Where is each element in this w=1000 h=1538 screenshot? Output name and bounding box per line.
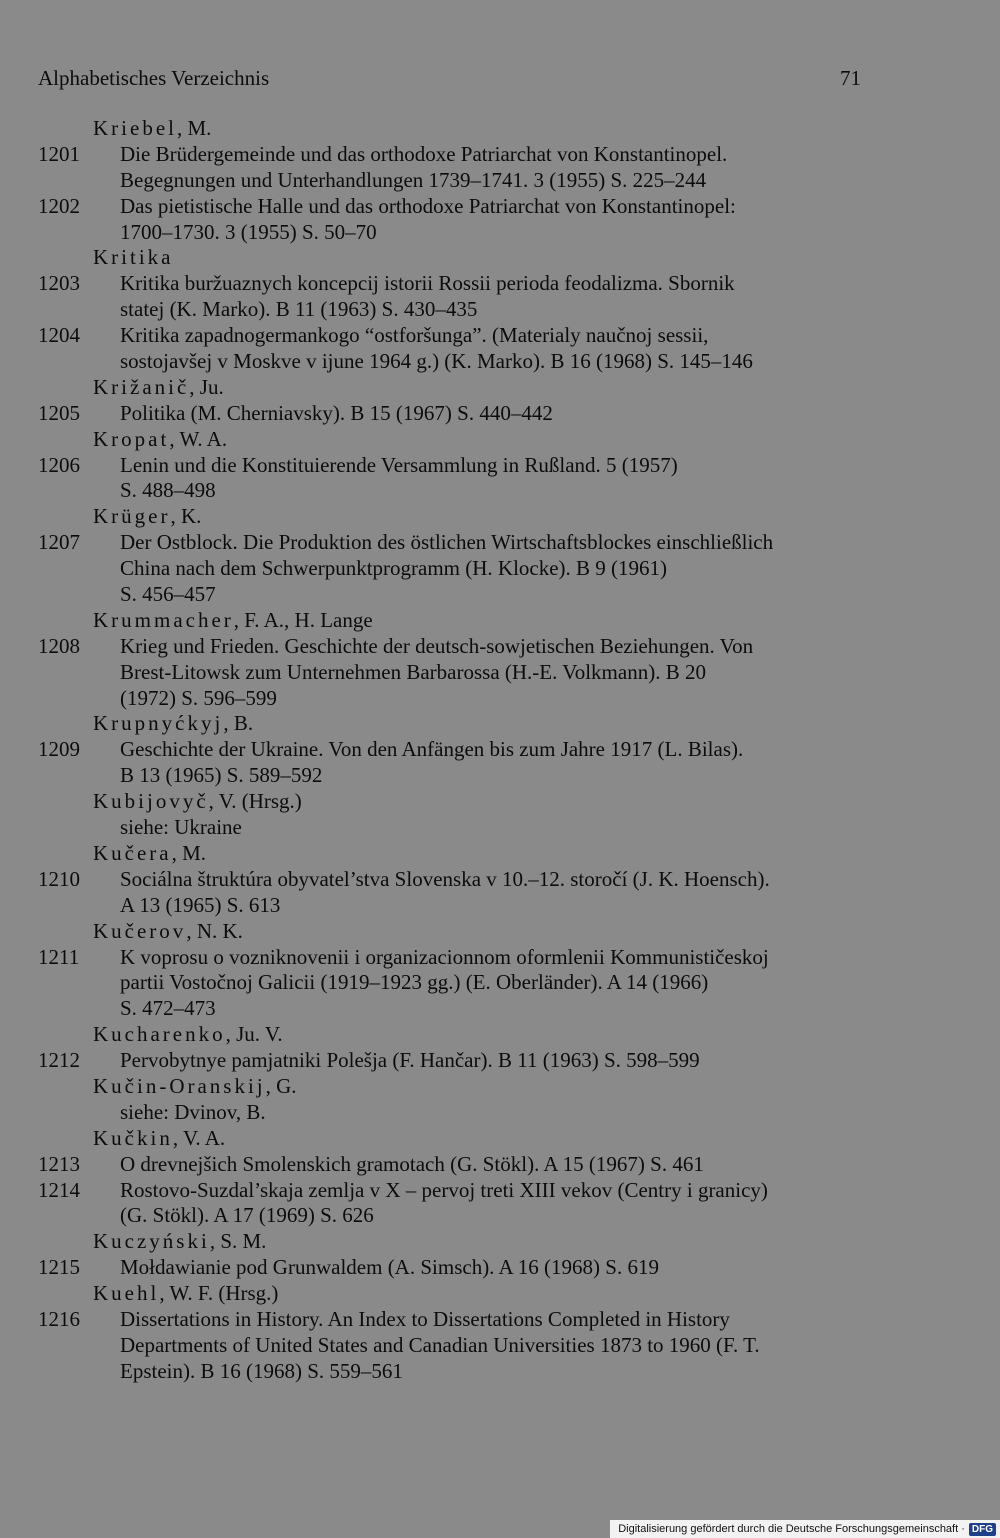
entry-line [0, 634, 1000, 660]
entry-continuation [0, 582, 1000, 608]
entry-text: China nach dem Schwerpunktprogramm (H. Klocke). B 9 (1961) [120, 556, 668, 581]
footer-text: Digitalisierung gefördert durch die Deutsche Forschungsgemeinschaft · [618, 1523, 965, 1535]
author-surname: Kučin-Oranskij [93, 1073, 266, 1098]
entry-line [0, 1178, 1000, 1204]
author-heading [0, 504, 1000, 530]
author-surname: Kučkin [93, 1125, 173, 1150]
entry-number: 1215 [38, 1255, 80, 1280]
entry-text: Epstein). B 16 (1968) S. 559–561 [120, 1358, 403, 1383]
bibliography-list [0, 116, 1000, 1385]
author-heading [0, 919, 1000, 945]
entry-number: 1212 [38, 1048, 80, 1073]
author-heading [0, 841, 1000, 867]
author-name [93, 919, 243, 945]
author-initials: , K. [170, 504, 202, 529]
entry-text: Geschichte der Ukraine. Von den Anfängen bis zum Jahre 1917 (L. Bilas). [120, 737, 744, 762]
entry-line [0, 1255, 1000, 1281]
author-name [93, 841, 206, 867]
author-initials: , V. A. [172, 1125, 226, 1150]
entry-number: 1207 [38, 530, 80, 555]
entry-number: 1205 [38, 400, 80, 425]
entry-number: 1206 [38, 452, 80, 477]
entry-number: 1203 [38, 271, 80, 296]
author-name [93, 116, 211, 142]
author-surname: Kučerov [93, 918, 187, 943]
entry-number: 1214 [38, 1177, 80, 1202]
entry-line [0, 1048, 1000, 1074]
entry-text: sostojavšej v Moskve v ijune 1964 g.) (K. Marko). B 16 (1968) S. 145–146 [120, 349, 753, 374]
entry-continuation [0, 815, 1000, 841]
entry-continuation [0, 556, 1000, 582]
author-surname: Krummacher [93, 607, 234, 632]
author-initials: , Ju. [189, 374, 224, 399]
entry-line [0, 867, 1000, 893]
dfg-logo-icon: DFG [969, 1523, 996, 1536]
entry-text: 1700–1730. 3 (1955) S. 50–70 [120, 219, 377, 244]
author-surname: Kučera [93, 840, 172, 865]
author-name [93, 1074, 297, 1100]
entry-text: Lenin und die Konstituierende Versammlung in Rußland. 5 (1957) [120, 452, 678, 477]
entry-number: 1208 [38, 633, 80, 658]
author-initials: , Ju. V. [225, 1022, 283, 1047]
author-surname: Kuczyński [93, 1229, 210, 1254]
author-heading [0, 116, 1000, 142]
author-surname: Krupnyćkyj [93, 711, 224, 736]
author-surname: Kucharenko [93, 1022, 226, 1047]
entry-line [0, 271, 1000, 297]
entry-line [0, 401, 1000, 427]
author-name [93, 504, 201, 530]
entry-line [0, 945, 1000, 971]
author-name [93, 427, 227, 453]
entry-line [0, 323, 1000, 349]
entry-continuation [0, 478, 1000, 504]
entry-text: Sociálna štruktúra obyvatel’stva Slovenska v 10.–12. storočí (J. K. Hoensch). [120, 866, 770, 891]
author-name [93, 789, 302, 815]
running-header-title: Alphabetisches Verzeichnis [38, 66, 270, 90]
author-name [93, 711, 253, 737]
entry-text: Politika (M. Cherniavsky). B 15 (1967) S. 440–442 [120, 400, 553, 425]
entry-number: 1202 [38, 193, 80, 218]
author-initials: , S. M. [209, 1229, 267, 1254]
entry-text: Kritika zapadnogermankogo “ostforšunga”. (Materialy naučnoj sessii, [120, 323, 709, 348]
entry-line [0, 1152, 1000, 1178]
entry-continuation [0, 349, 1000, 375]
author-surname: Kriebel [93, 116, 177, 140]
author-name [93, 608, 373, 634]
entry-text: S. 472–473 [120, 996, 216, 1021]
author-heading [0, 375, 1000, 401]
entry-continuation [0, 1100, 1000, 1126]
author-heading [0, 427, 1000, 453]
entry-text: partii Vostočnoj Galicii (1919–1923 gg.) (E. Oberländer). A 14 (1966) [120, 970, 709, 995]
author-initials: , B. [223, 711, 254, 736]
digitization-footer [610, 1520, 1000, 1538]
entry-line [0, 530, 1000, 556]
author-heading [0, 1281, 1000, 1307]
author-surname: Kropat [93, 426, 170, 451]
entry-text: Begegnungen und Unterhandlungen 1739–1741. 3 (1955) S. 225–244 [120, 167, 707, 192]
entry-number: 1201 [38, 141, 80, 166]
entry-number: 1210 [38, 866, 80, 891]
entry-text: Die Brüdergemeinde und das orthodoxe Patriarchat von Konstantinopel. [120, 141, 728, 166]
entry-number: 1211 [38, 944, 80, 969]
author-name [93, 245, 173, 271]
entry-line [0, 453, 1000, 479]
author-name [93, 1281, 278, 1307]
entry-line [0, 142, 1000, 168]
author-heading [0, 1126, 1000, 1152]
entry-continuation [0, 996, 1000, 1022]
entry-text: Dissertations in History. An Index to Dissertations Completed in History [120, 1306, 730, 1331]
entry-text: Kritika buržuaznych koncepcij istorii Rossii perioda feodalizma. Sbornik [120, 271, 735, 296]
author-initials: , G. [265, 1073, 297, 1098]
author-heading [0, 789, 1000, 815]
author-surname: Kuehl [93, 1281, 160, 1306]
author-surname: Kubijovyč [93, 789, 209, 814]
entry-continuation [0, 297, 1000, 323]
entry-text: (1972) S. 596–599 [120, 685, 277, 710]
entry-line [0, 194, 1000, 220]
entry-text: Rostovo-Suzdal’skaja zemlja v X – pervoj treti XIII vekov (Centry i granicy) [120, 1177, 768, 1202]
entry-continuation [0, 893, 1000, 919]
author-name [93, 1229, 266, 1255]
author-surname: Krüger [93, 504, 171, 529]
entry-text: statej (K. Marko). B 11 (1963) S. 430–435 [120, 297, 478, 322]
author-initials: , M. [176, 116, 212, 140]
entry-text: B 13 (1965) S. 589–592 [120, 763, 323, 788]
entry-text: Der Ostblock. Die Produktion des östlichen Wirtschaftsblockes einschließlich [120, 530, 774, 555]
entry-text: Mołdawianie pod Grunwaldem (A. Simsch). A 16 (1968) S. 619 [120, 1255, 659, 1280]
entry-number: 1204 [38, 323, 80, 348]
author-name [93, 1126, 225, 1152]
entry-continuation [0, 686, 1000, 712]
entry-continuation [0, 1333, 1000, 1359]
entry-text: siehe: Dvinov, B. [120, 1099, 266, 1124]
author-heading [0, 1022, 1000, 1048]
entry-line [0, 737, 1000, 763]
entry-number: 1213 [38, 1151, 80, 1176]
author-initials: , F. A., H. Lange [233, 607, 373, 632]
author-name [93, 375, 224, 401]
author-initials: , W. A. [169, 426, 228, 451]
entry-line [0, 1307, 1000, 1333]
author-initials: , M. [171, 840, 207, 865]
author-initials: , N. K. [186, 918, 243, 943]
entry-text: Departments of United States and Canadian Universities 1873 to 1960 (F. T. [120, 1332, 760, 1357]
entry-text: Krieg und Frieden. Geschichte der deutsch-sowjetischen Beziehungen. Von [120, 633, 754, 658]
entry-text: Pervobytnye pamjatniki Polešja (F. Hančar). B 11 (1963) S. 598–599 [120, 1048, 700, 1073]
entry-text: siehe: Ukraine [120, 815, 242, 840]
entry-text: Das pietistische Halle und das orthodoxe Patriarchat von Konstantinopel: [120, 193, 736, 218]
entry-text: (G. Stökl). A 17 (1969) S. 626 [120, 1203, 374, 1228]
entry-continuation [0, 1359, 1000, 1385]
entry-text: S. 456–457 [120, 582, 216, 607]
author-surname: Kritika [93, 245, 174, 270]
entry-text: K voprosu o vozniknovenii i organizacionnom oformlenii Kommunističeskoj [120, 944, 769, 969]
entry-continuation [0, 970, 1000, 996]
entry-text: Brest-Litowsk zum Unternehmen Barbarossa (H.-E. Volkmann). B 20 [120, 659, 706, 684]
entry-continuation [0, 168, 1000, 194]
author-heading [0, 1229, 1000, 1255]
author-heading [0, 711, 1000, 737]
entry-number: 1209 [38, 737, 80, 762]
entry-continuation [0, 1203, 1000, 1229]
author-initials: , W. F. (Hrsg.) [159, 1281, 279, 1306]
author-initials: , V. (Hrsg.) [208, 789, 302, 814]
page-number: 71 [840, 66, 861, 90]
entry-continuation [0, 660, 1000, 686]
entry-number: 1216 [38, 1306, 80, 1331]
author-name [93, 1022, 283, 1048]
author-surname: Križanič [93, 374, 190, 399]
author-heading [0, 245, 1000, 271]
entry-text: O drevnejšich Smolenskich gramotach (G. Stökl). A 15 (1967) S. 461 [120, 1151, 704, 1176]
entry-continuation [0, 763, 1000, 789]
author-heading [0, 1074, 1000, 1100]
entry-continuation [0, 220, 1000, 246]
entry-text: S. 488–498 [120, 478, 216, 503]
entry-text: A 13 (1965) S. 613 [120, 892, 281, 917]
author-heading [0, 608, 1000, 634]
